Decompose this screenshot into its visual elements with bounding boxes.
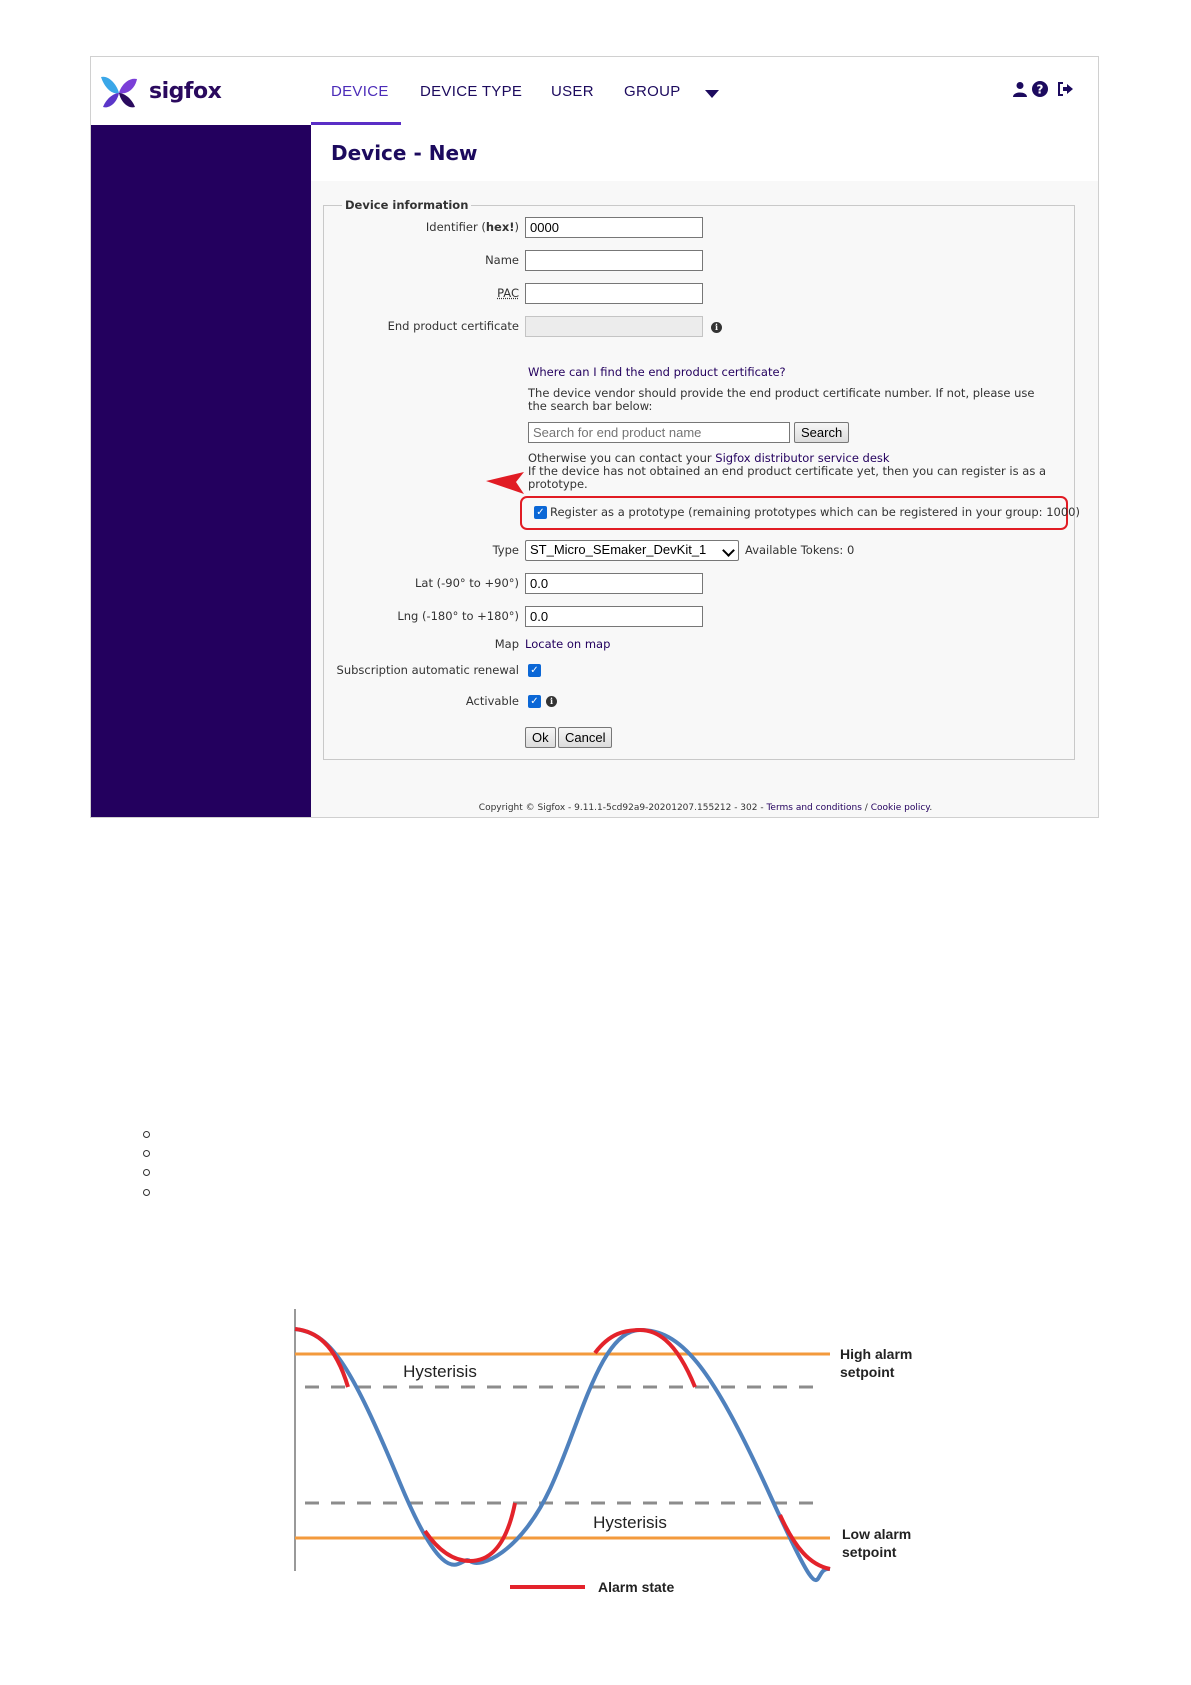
hysteresis-top-label: Hysterisis bbox=[403, 1362, 477, 1381]
ok-button[interactable]: Ok bbox=[525, 727, 556, 748]
identifier-input[interactable] bbox=[525, 217, 703, 238]
nav-device[interactable]: DEVICE bbox=[331, 83, 389, 100]
fieldset-legend: Device information bbox=[342, 198, 471, 212]
name-input[interactable] bbox=[525, 250, 703, 271]
prototype-highlight-box bbox=[520, 496, 1080, 530]
type-label: Type bbox=[492, 543, 519, 557]
prototype-label: Register as a prototype (remaining prototypes which can be registered in your group: 1000) bbox=[550, 505, 1080, 519]
alarm-segment bbox=[780, 1515, 830, 1569]
logout-icon[interactable] bbox=[1057, 81, 1074, 97]
terms-link[interactable]: Terms and conditions bbox=[766, 803, 862, 813]
activable-info-icon[interactable]: i bbox=[546, 696, 557, 707]
hysteresis-diagram bbox=[290, 1303, 930, 1603]
lat-input[interactable] bbox=[525, 573, 703, 594]
pac-label: PAC bbox=[497, 286, 519, 300]
identifier-label-text: Identifier ( bbox=[425, 220, 486, 234]
renewal-checkbox[interactable]: ✓ bbox=[528, 664, 541, 677]
main-content bbox=[311, 181, 1099, 818]
sidebar bbox=[91, 125, 311, 818]
help-contact bbox=[528, 452, 1048, 491]
svg-text:?: ? bbox=[1036, 82, 1044, 97]
prototype-checkbox[interactable]: ✓ bbox=[534, 506, 547, 519]
nav-device-type[interactable]: DEVICE TYPE bbox=[420, 83, 523, 100]
cancel-button[interactable]: Cancel bbox=[558, 727, 612, 748]
identifier-hex-hint: hex! bbox=[485, 220, 515, 234]
signal-curve bbox=[295, 1329, 830, 1580]
map-label: Map bbox=[494, 637, 519, 651]
device-information-fieldset bbox=[323, 198, 1080, 760]
cookie-policy-link[interactable]: Cookie policy bbox=[870, 803, 930, 813]
prototype-note: If the device has not obtained an end product certificate yet, then you can register is as a prototype. bbox=[528, 464, 1047, 491]
nav-group[interactable]: GROUP bbox=[624, 83, 681, 100]
top-navigation-bar bbox=[91, 57, 1098, 125]
renewal-label: Subscription automatic renewal bbox=[336, 663, 519, 677]
help-icon[interactable] bbox=[1032, 81, 1048, 97]
low-setpoint-label: setpoint bbox=[842, 1544, 897, 1560]
name-label: Name bbox=[485, 253, 519, 267]
lng-label: Lng (-180° to +180°) bbox=[397, 609, 519, 623]
lng-input[interactable] bbox=[525, 606, 703, 627]
high-setpoint-label: setpoint bbox=[840, 1364, 895, 1380]
lat-label: Lat (-90° to +90°) bbox=[415, 576, 519, 590]
high-alarm-label: High alarm bbox=[840, 1346, 913, 1362]
page-title: Device - New bbox=[331, 141, 478, 165]
chevron-down-icon bbox=[722, 544, 735, 557]
hysteresis-bottom-label: Hysterisis bbox=[593, 1513, 667, 1532]
type-select-value: ST_Micro_SEmaker_DevKit_1 bbox=[530, 542, 707, 557]
activable-checkbox[interactable]: ✓ bbox=[528, 695, 541, 708]
distributor-service-desk-link[interactable]: Sigfox distributor service desk bbox=[715, 451, 890, 465]
type-select[interactable] bbox=[525, 540, 739, 561]
certificate-info-icon[interactable]: i bbox=[711, 322, 722, 333]
footer-separator: / bbox=[861, 803, 871, 813]
help-heading: Where can I find the end product certificate? bbox=[528, 365, 786, 379]
legend-alarm-label: Alarm state bbox=[598, 1579, 675, 1595]
certificate-input bbox=[525, 316, 703, 337]
red-arrow-annotation bbox=[486, 470, 526, 496]
activable-label: Activable bbox=[465, 694, 519, 708]
device-new-screenshot bbox=[90, 56, 1099, 818]
locate-on-map-link[interactable]: Locate on map bbox=[525, 637, 611, 651]
list-bullet bbox=[143, 1131, 150, 1138]
sigfox-logo[interactable] bbox=[99, 73, 222, 113]
identifier-label bbox=[426, 220, 519, 234]
alarm-segment bbox=[595, 1330, 695, 1387]
help-contact-prefix: Otherwise you can contact your bbox=[528, 451, 716, 465]
certificate-label: End product certificate bbox=[387, 319, 519, 333]
list-bullet bbox=[143, 1150, 150, 1157]
list-bullet bbox=[143, 1169, 150, 1176]
list-bullet bbox=[143, 1189, 150, 1196]
footer-copyright: Copyright © Sigfox - 9.11.1-5cd92a9-20201207.155212 - 302 - bbox=[478, 803, 767, 813]
low-alarm-label: Low alarm bbox=[842, 1526, 912, 1542]
nav-more-dropdown-icon[interactable] bbox=[705, 90, 719, 98]
available-tokens: Available Tokens: 0 bbox=[745, 543, 855, 557]
identifier-label-close: ) bbox=[514, 220, 519, 234]
pac-input[interactable] bbox=[525, 283, 703, 304]
page-header bbox=[311, 125, 1099, 181]
nav-user[interactable]: USER bbox=[551, 83, 594, 100]
search-button[interactable]: Search bbox=[794, 422, 849, 443]
sigfox-butterfly-icon bbox=[99, 73, 141, 113]
help-text: The device vendor should provide the end product certificate number. If not, please use the search bar below: bbox=[528, 386, 1035, 413]
footer-end: . bbox=[929, 803, 933, 813]
brand-name: sigfox bbox=[149, 79, 222, 104]
user-icon[interactable] bbox=[1012, 81, 1028, 97]
footer bbox=[311, 803, 1099, 813]
end-product-search-input[interactable] bbox=[528, 422, 790, 443]
